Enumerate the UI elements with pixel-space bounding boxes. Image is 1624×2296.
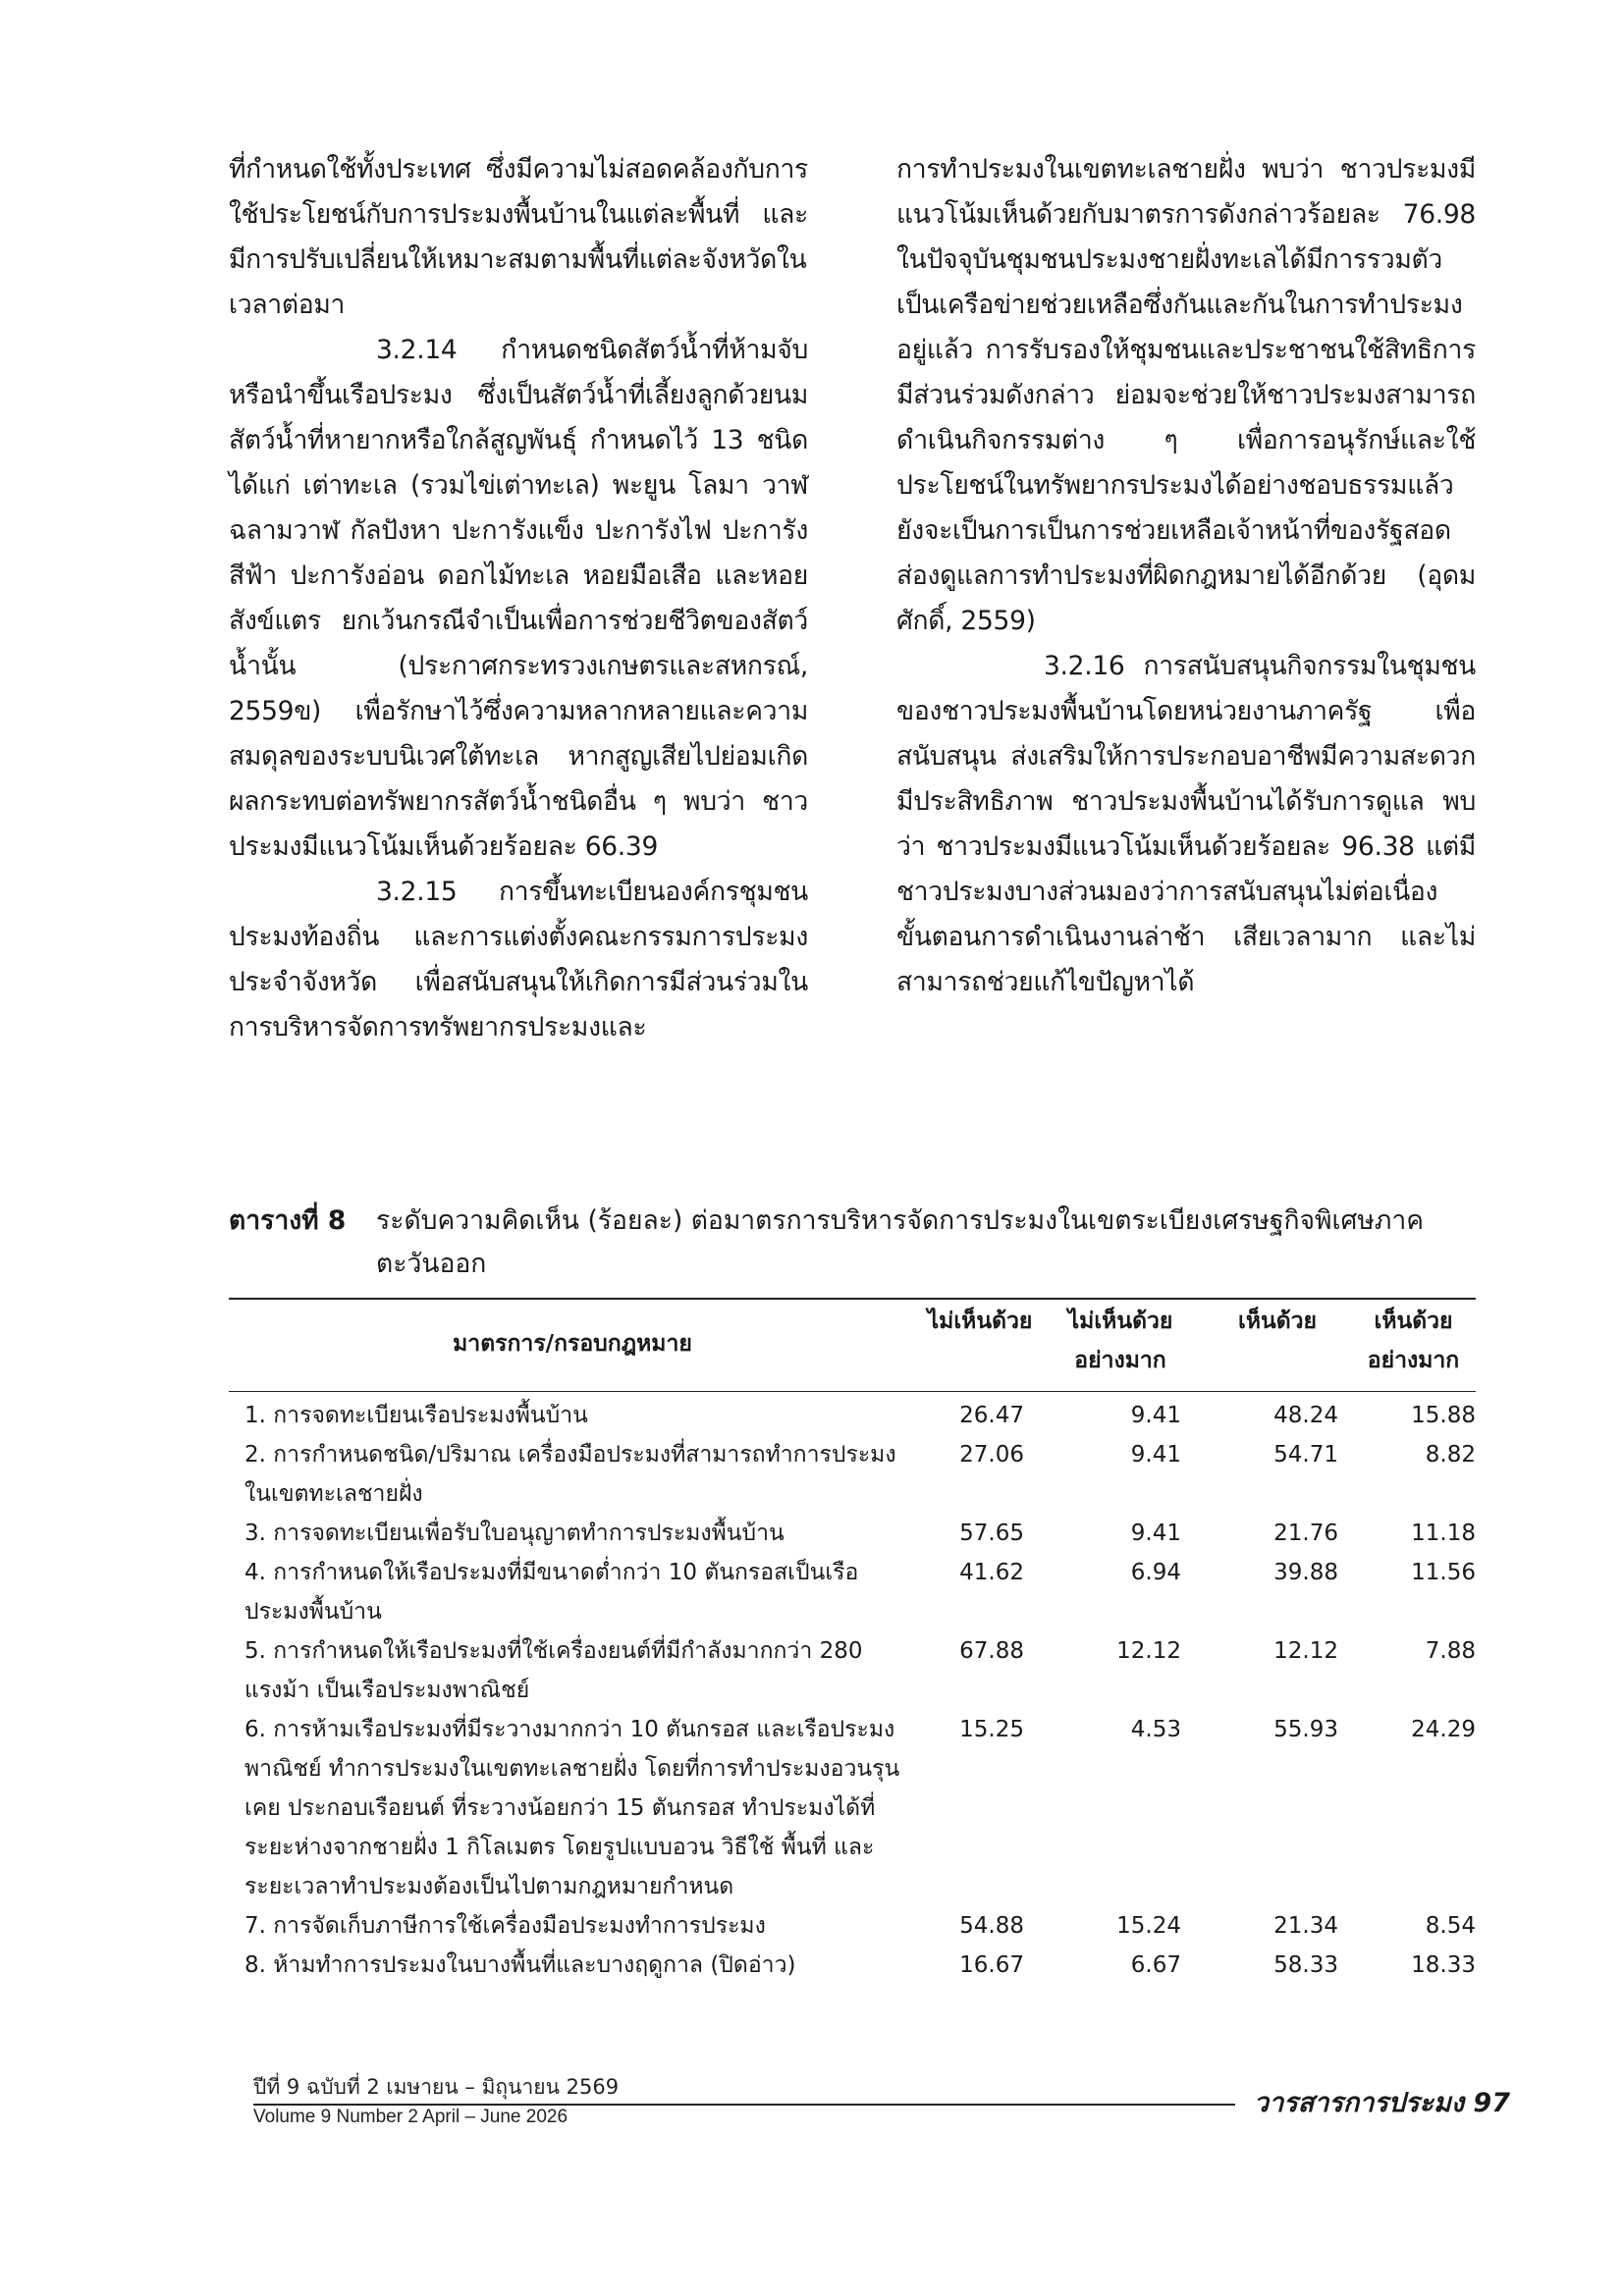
- cell-agree: 21.76: [1273, 1521, 1338, 1546]
- cell-agree: 58.33: [1273, 1952, 1338, 1978]
- cell-agree: 54.71: [1273, 1442, 1338, 1468]
- table-row: [229, 1906, 1476, 1946]
- header-measure: มาตรการ/กรอบกฎหมาย: [453, 1331, 692, 1357]
- table-caption-text: ระดับความคิดเห็น (ร้อยละ) ต่อมาตรการบริหารจัดการประมงในเขตระเบียงเศรษฐกิจพิเศษภาคตะวันออก: [376, 1205, 1424, 1279]
- row-measure: 2. การกำหนดชนิด/ปริมาณ เครื่องมือประมงที่สามารถทำการประมงในเขตทะเลชายฝั่ง: [244, 1442, 896, 1507]
- cell-strongly-disagree: 9.41: [1130, 1521, 1181, 1546]
- cell-strongly-disagree: 6.67: [1130, 1952, 1181, 1978]
- cell-strongly-disagree: 12.12: [1116, 1638, 1181, 1664]
- cell-strongly-disagree: 6.94: [1130, 1560, 1181, 1585]
- header-strongly-agree: เห็นด้วยอย่างมาก: [1367, 1308, 1460, 1373]
- row-measure: 1. การจดทะเบียนเรือประมงพื้นบ้าน: [244, 1403, 588, 1428]
- cell-strongly-agree: 24.29: [1411, 1717, 1476, 1742]
- table-row: [229, 1631, 1476, 1710]
- cell-strongly-disagree: 4.53: [1130, 1717, 1181, 1742]
- table-header-rule: [229, 1391, 1476, 1392]
- cell-strongly-agree: 8.82: [1425, 1442, 1476, 1468]
- cell-strongly-disagree: 9.41: [1130, 1442, 1181, 1468]
- cell-agree: 39.88: [1273, 1560, 1338, 1585]
- row-measure: 3. การจดทะเบียนเพื่อรับใบอนุญาตทำการประมงพื้นบ้าน: [244, 1521, 785, 1546]
- cell-disagree: 15.25: [959, 1717, 1024, 1742]
- table-caption-label: ตารางที่ 8: [229, 1205, 347, 1236]
- issue-english: Volume 9 Number 2 April – June 2026: [253, 2107, 568, 2127]
- header-disagree: ไม่เห็นด้วย: [927, 1308, 1033, 1334]
- cell-agree: 21.34: [1273, 1913, 1338, 1939]
- footer-rule: [253, 2104, 1235, 2106]
- cell-agree: 48.24: [1273, 1403, 1338, 1428]
- left-column: [229, 147, 808, 1050]
- cell-disagree: 26.47: [959, 1403, 1024, 1428]
- cell-strongly-agree: 15.88: [1411, 1403, 1476, 1428]
- header-strongly-disagree: ไม่เห็นด้วยอย่างมาก: [1067, 1308, 1173, 1373]
- paragraph-intro-left: ที่กำหนดใช้ทั้งประเทศ ซึ่งมีความไม่สอดคล้องกับการใช้ประโยชน์กับการประมงพื้นบ้านในแต่ละพื้นที่ และมีการปรับเปลี่ยนให้เหมาะสมตามพื้นที่แต่ละจังหวัดในเวลาต่อมา: [229, 154, 808, 320]
- paragraph-3-2-14: 3.2.14 กำหนดชนิดสัตว์น้ำที่ห้ามจับหรือนำขึ้นเรือประมง ซึ่งเป็นสัตว์น้ำที่เลี้ยงลูกด้วยนม สัตว์น้ำที่หายากหรือใกล้สูญพันธุ์ กำหนดไว้ 13 ชนิด ได้แก่ เต่าทะเล (รวมไข่เต่าทะเล) พะยูน โลมา วาฬ ฉลามวาฬ กัลปังหา ปะการังแข็ง ปะการังไฟ ปะการังสีฟ้า ปะการังอ่อน ดอกไม้ทะเล หอยมือเสือ และหอยสังข์แตร ยกเว้นกรณีจำเป็นเพื่อการช่วยชีวิตของสัตว์น้ำนั้น (ประกาศกระทรวงเกษตรและสหกรณ์, 2559ข) เพื่อรักษาไว้ซึ่งความหลากหลายและความสมดุลของระบบนิเวศใต้ทะเล หากสูญเสียไปย่อมเกิดผลกระทบต่อทรัพยากรสัตว์น้ำชนิดอื่น ๆ พบว่า ชาวประมงมีแนวโน้มเห็นด้วยร้อยละ 66.39: [229, 335, 808, 862]
- right-column: [896, 147, 1476, 1005]
- cell-disagree: 54.88: [959, 1913, 1024, 1939]
- paragraph-3-2-16: 3.2.16 การสนับสนุนกิจกรรมในชุมชนของชาวประมงพื้นบ้านโดยหน่วยงานภาครัฐ เพื่อสนับสนุน ส่งเสริมให้การประกอบอาชีพมีความสะดวก มีประสิทธิภาพ ชาวประมงพื้นบ้านได้รับการดูแล พบว่า ชาวประมงมีแนวโน้มเห็นด้วยร้อยละ 96.38 แต่มีชาวประมงบางส่วนมองว่าการสนับสนุนไม่ต่อเนื่อง ขั้นตอนการดำเนินงานล่าช้า เสียเวลามาก และไม่สามารถช่วยแก้ไขปัญหาได้: [896, 651, 1476, 997]
- issue-thai: ปีที่ 9 ฉบับที่ 2 เมษายน – มิถุนายน 2569: [253, 2075, 620, 2099]
- row-measure: 6. การห้ามเรือประมงที่มีระวางมากกว่า 10 ตันกรอส และเรือประมงพาณิชย์ ทำการประมงในเขตทะเลชายฝั่ง โดยที่การทำประมงอวนรุนเคย ประกอบเรือยนต์ ที่ระวางน้อยกว่า 15 ตันกรอส ทำประมงได้ที่ระยะห่างจากชายฝั่ง 1 กิโลเมตร โดยรูปแบบอวน วิธีใช้ พื้นที่ และระยะเวลาทำประมงต้องเป็นไปตามกฎหมายกำหนด: [244, 1717, 900, 1899]
- cell-disagree: 41.62: [959, 1560, 1024, 1585]
- table-row: [229, 1396, 1476, 1435]
- table-row: [229, 1435, 1476, 1514]
- cell-strongly-disagree: 9.41: [1130, 1403, 1181, 1428]
- paragraph-3-2-15-cont: การทำประมงในเขตทะเลชายฝั่ง พบว่า ชาวประมงมีแนวโน้มเห็นด้วยกับมาตรการดังกล่าวร้อยละ 76.98 ในปัจจุบันชุมชนประมงชายฝั่งทะเลได้มีการรวมตัวเป็นเครือข่ายช่วยเหลือซึ่งกันและกันในการทำประมงอยู่แล้ว การรับรองให้ชุมชนและประชาชนใช้สิทธิการมีส่วนร่วมดังกล่าว ย่อมจะช่วยให้ชาวประมงสามารถดำเนินกิจกรรมต่าง ๆ เพื่อการอนุรักษ์และใช้ประโยชน์ในทรัพยากรประมงได้อย่างชอบธรรมแล้ว ยังจะเป็นการเป็นการช่วยเหลือเจ้าหน้าที่ของรัฐสอดส่องดูแลการทำประมงที่ผิดกฎหมายได้อีกด้วย (อุดมศักดิ์, 2559): [896, 154, 1476, 636]
- cell-strongly-agree: 8.54: [1425, 1913, 1476, 1939]
- paragraph-3-2-15: 3.2.15 การขึ้นทะเบียนองค์กรชุมชนประมงท้องถิ่น และการแต่งตั้งคณะกรรมการประมงประจำจังหวัด เพื่อสนับสนุนให้เกิดการมีส่วนร่วมในการบริหารจัดการทรัพยากรประมงและ: [229, 877, 808, 1042]
- table-top-rule: [229, 1298, 1476, 1300]
- cell-disagree: 16.67: [959, 1952, 1024, 1978]
- cell-strongly-agree: 7.88: [1425, 1638, 1476, 1664]
- row-measure: 7. การจัดเก็บภาษีการใช้เครื่องมือประมงทำการประมง: [244, 1913, 766, 1939]
- journal-name-page: วารสารการประมง 97: [1253, 2088, 1510, 2118]
- row-measure: 4. การกำหนดให้เรือประมงที่มีขนาดต่ำกว่า 10 ตันกรอสเป็นเรือประมงพื้นบ้าน: [244, 1560, 859, 1625]
- cell-strongly-agree: 11.56: [1411, 1560, 1476, 1585]
- table-body: [229, 1396, 1476, 1985]
- table-row: [229, 1514, 1476, 1553]
- table-row: [229, 1710, 1476, 1906]
- cell-disagree: 67.88: [959, 1638, 1024, 1664]
- cell-strongly-agree: 11.18: [1411, 1521, 1476, 1546]
- table-row: [229, 1553, 1476, 1631]
- header-agree: เห็นด้วย: [1237, 1308, 1318, 1334]
- cell-agree: 55.93: [1273, 1717, 1338, 1742]
- cell-disagree: 57.65: [959, 1521, 1024, 1546]
- cell-disagree: 27.06: [959, 1442, 1024, 1468]
- cell-strongly-disagree: 15.24: [1116, 1913, 1181, 1939]
- row-measure: 5. การกำหนดให้เรือประมงที่ใช้เครื่องยนต์ที่มีกำลังมากกว่า 280 แรงม้า เป็นเรือประมงพาณิชย์: [244, 1638, 863, 1703]
- cell-strongly-agree: 18.33: [1411, 1952, 1476, 1978]
- cell-agree: 12.12: [1273, 1638, 1338, 1664]
- row-measure: 8. ห้ามทำการประมงในบางพื้นที่และบางฤดูกาล (ปิดอ่าว): [244, 1952, 796, 1978]
- table-row: [229, 1946, 1476, 1985]
